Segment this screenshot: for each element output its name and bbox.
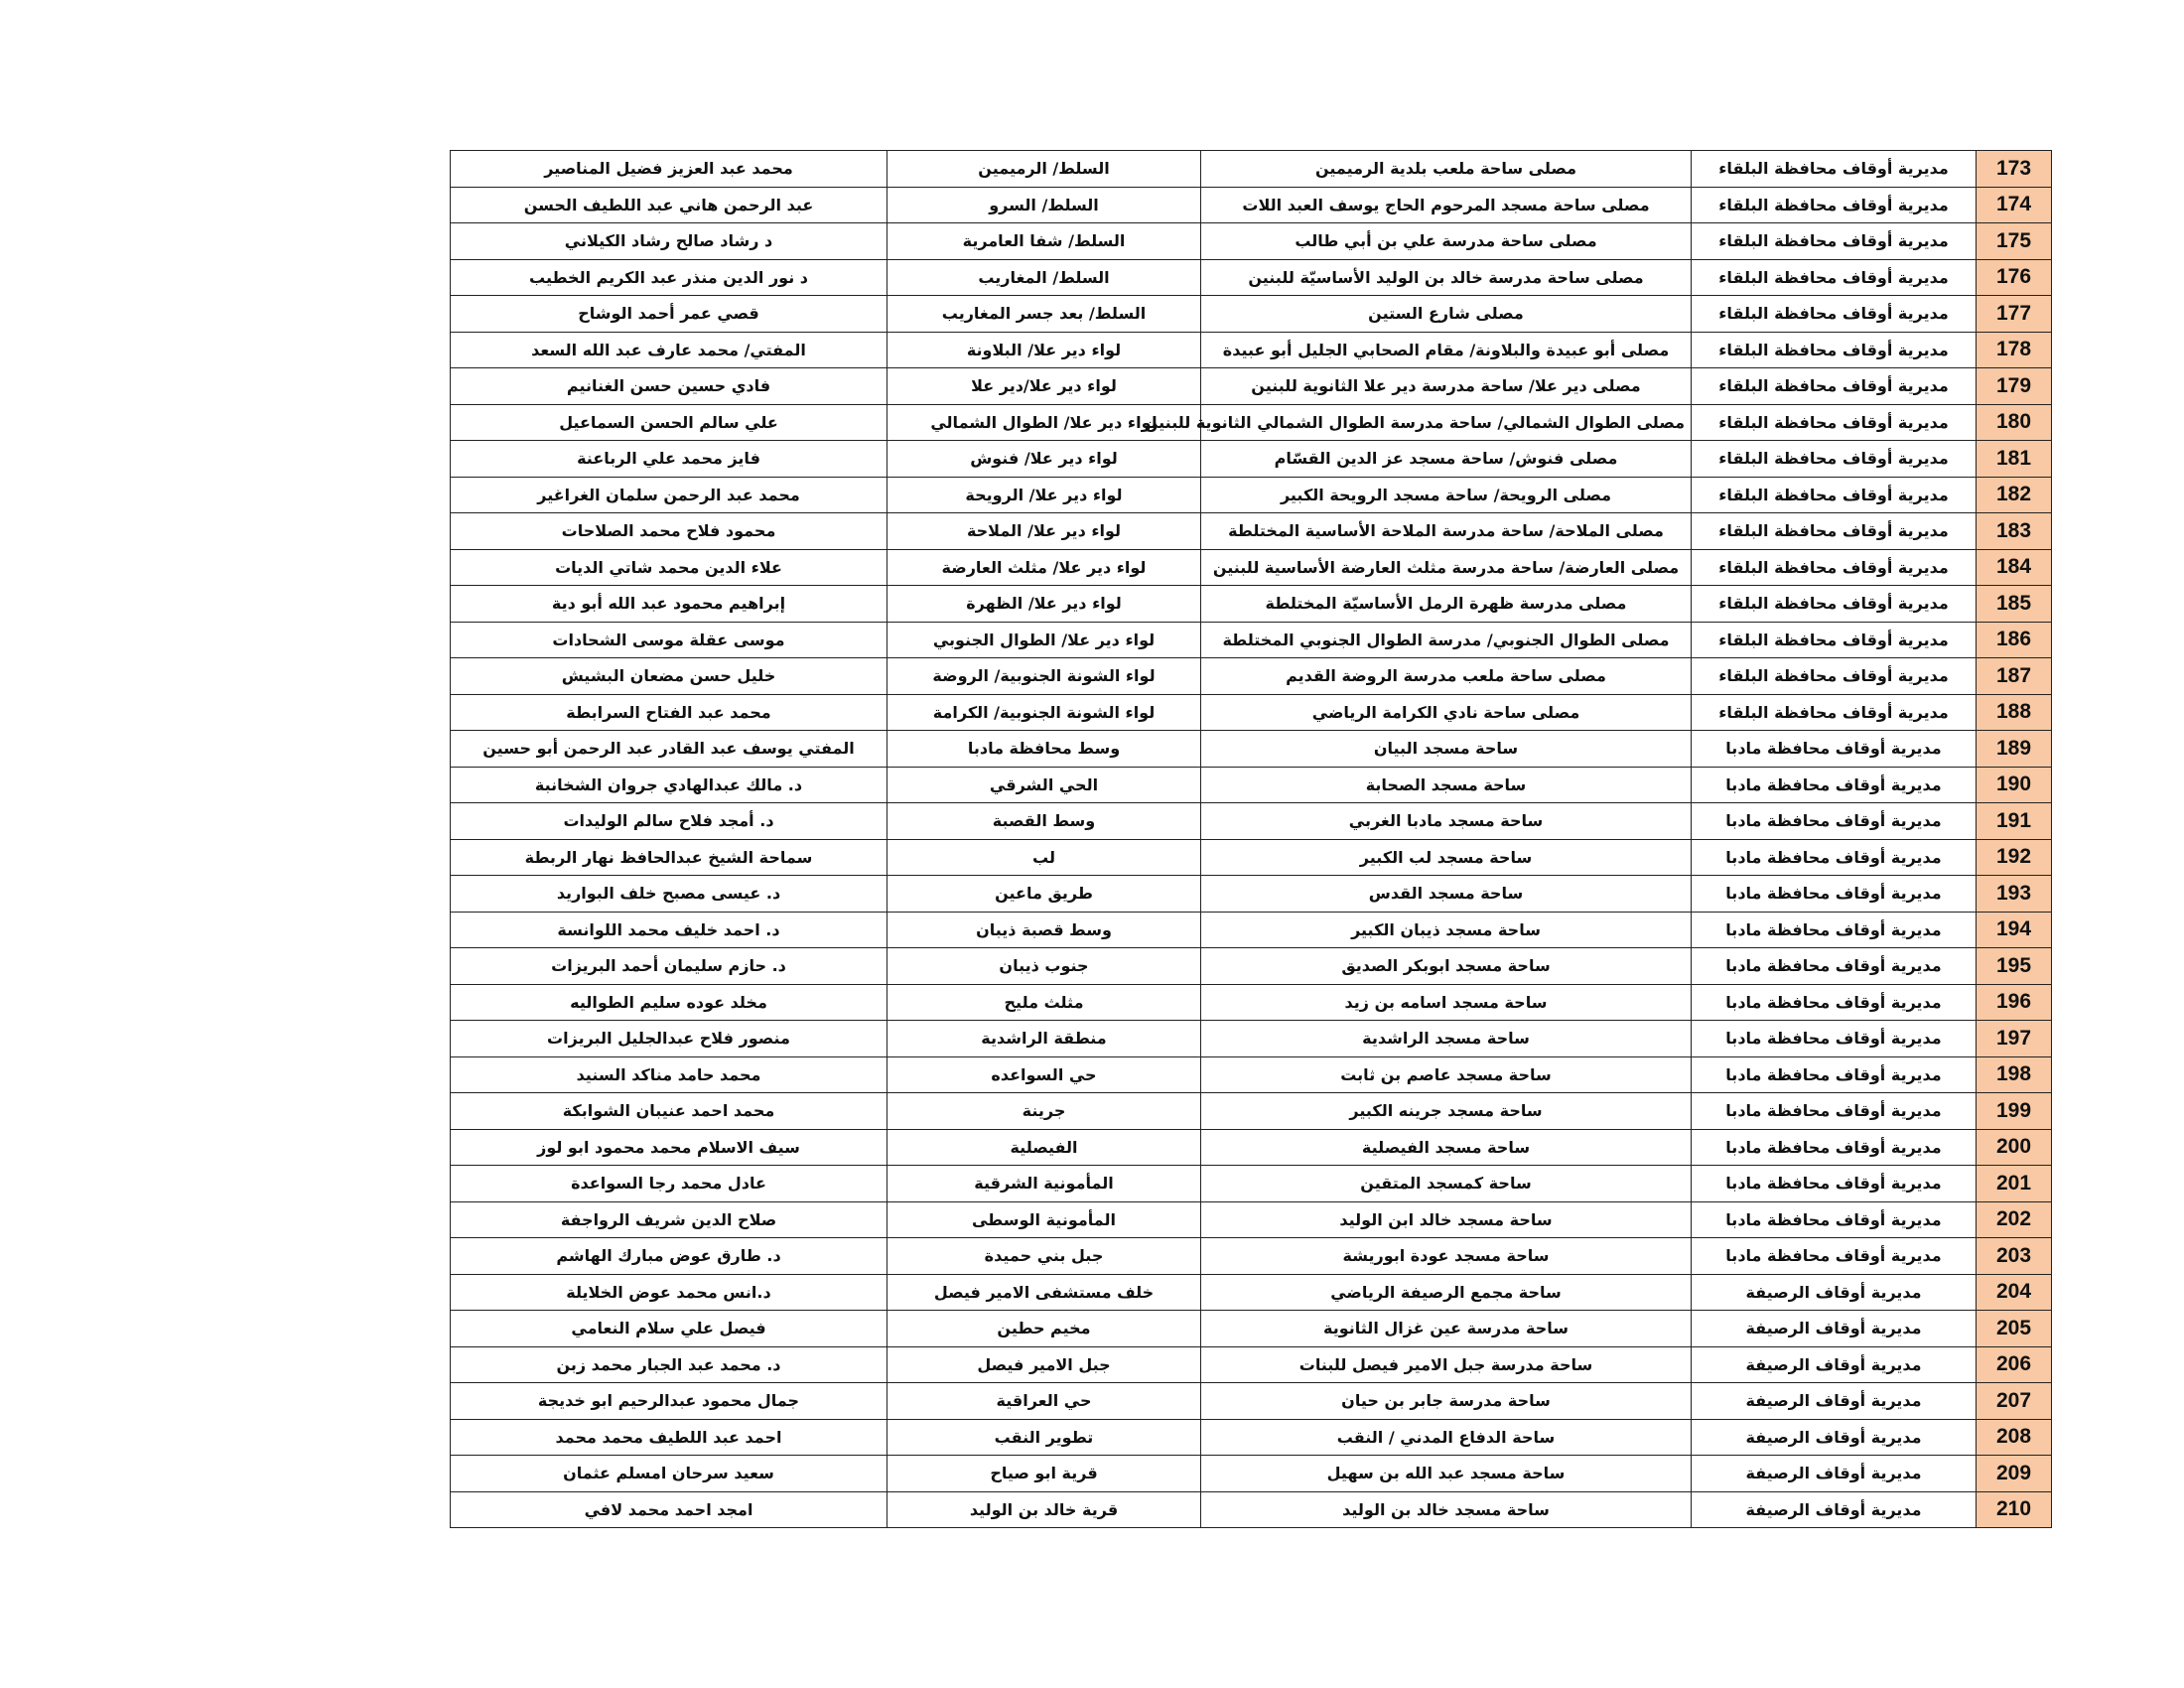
directorate-cell: مديرية أوقاف محافظة مادبا — [1692, 912, 1977, 948]
table-row — [451, 259, 2052, 296]
table-row — [451, 368, 2052, 405]
table-row — [451, 187, 2052, 223]
directorate-cell: مديرية أوقاف محافظة مادبا — [1692, 1056, 1977, 1093]
table-row — [451, 1201, 2052, 1238]
prayer-locations-table — [450, 150, 2052, 1528]
row-number-cell: 182 — [1977, 477, 2052, 513]
row-number-cell: 183 — [1977, 513, 2052, 550]
area-cell: السلط/ شفا العامرية — [887, 223, 1201, 260]
directorate-cell: مديرية أوقاف الرصيفة — [1692, 1311, 1977, 1347]
table-row — [451, 223, 2052, 260]
directorate-cell: مديرية أوقاف الرصيفة — [1692, 1419, 1977, 1456]
khatib-name-cell: امجد احمد محمد لافي — [451, 1491, 887, 1528]
directorate-cell: مديرية أوقاف محافظة البلقاء — [1692, 694, 1977, 731]
khatib-name-cell: د. حازم سليمان أحمد البريزات — [451, 948, 887, 985]
table-row — [451, 296, 2052, 333]
prayer-location-cell: ساحة مسجد الفيصلية — [1201, 1129, 1692, 1166]
table-row — [451, 1491, 2052, 1528]
directorate-cell: مديرية أوقاف محافظة البلقاء — [1692, 259, 1977, 296]
prayer-location-cell: ساحة مسجد البيان — [1201, 731, 1692, 768]
area-cell: جبل الامير فيصل — [887, 1346, 1201, 1383]
table-row — [451, 549, 2052, 586]
row-number-cell: 177 — [1977, 296, 2052, 333]
prayer-location-cell: مصلى ساحة مدرسة علي بن أبي طالب — [1201, 223, 1692, 260]
row-number-cell: 204 — [1977, 1274, 2052, 1311]
directorate-cell: مديرية أوقاف محافظة مادبا — [1692, 948, 1977, 985]
row-number-cell: 178 — [1977, 332, 2052, 368]
khatib-name-cell: فادي حسين حسن الغنانيم — [451, 368, 887, 405]
area-cell: قرية ابو صياح — [887, 1456, 1201, 1492]
row-number-cell: 179 — [1977, 368, 2052, 405]
area-cell: وسط القصبة — [887, 803, 1201, 840]
prayer-location-cell: مصلى ساحة مسجد المرحوم الحاج يوسف العبد اللات — [1201, 187, 1692, 223]
table-row — [451, 1093, 2052, 1130]
directorate-cell: مديرية أوقاف محافظة البلقاء — [1692, 368, 1977, 405]
directorate-cell: مديرية أوقاف محافظة مادبا — [1692, 731, 1977, 768]
prayer-location-cell: مصلى ساحة ملعب بلدية الرميمين — [1201, 151, 1692, 188]
directorate-cell: مديرية أوقاف الرصيفة — [1692, 1346, 1977, 1383]
khatib-name-cell: فايز محمد علي الرباعنة — [451, 441, 887, 478]
area-cell: الحي الشرقي — [887, 767, 1201, 803]
area-cell: السلط/ الرميمين — [887, 151, 1201, 188]
prayer-location-cell: ساحة مسجد عبد الله بن سهيل — [1201, 1456, 1692, 1492]
row-number-cell: 207 — [1977, 1383, 2052, 1420]
khatib-name-cell: صلاح الدين شريف الرواجفة — [451, 1201, 887, 1238]
directorate-cell: مديرية أوقاف محافظة البلقاء — [1692, 513, 1977, 550]
table-row — [451, 1166, 2052, 1202]
directorate-cell: مديرية أوقاف محافظة مادبا — [1692, 803, 1977, 840]
table-row — [451, 839, 2052, 876]
table-row — [451, 151, 2052, 188]
area-cell: لواء دير علا/ الرويحة — [887, 477, 1201, 513]
row-number-cell: 186 — [1977, 622, 2052, 658]
table-row — [451, 876, 2052, 913]
khatib-name-cell: د نور الدين منذر عبد الكريم الخطيب — [451, 259, 887, 296]
table-row — [451, 332, 2052, 368]
directorate-cell: مديرية أوقاف محافظة مادبا — [1692, 1129, 1977, 1166]
directorate-cell: مديرية أوقاف محافظة البلقاء — [1692, 151, 1977, 188]
khatib-name-cell: د. عيسى مصبح خلف البواريد — [451, 876, 887, 913]
khatib-name-cell: محمد عبد الفتاح السرابطة — [451, 694, 887, 731]
directorate-cell: مديرية أوقاف محافظة البلقاء — [1692, 441, 1977, 478]
khatib-name-cell: محمد عبد العزيز فضيل المناصير — [451, 151, 887, 188]
prayer-location-cell: مصلى ساحة نادي الكرامة الرياضي — [1201, 694, 1692, 731]
area-cell: جنوب ذيبان — [887, 948, 1201, 985]
khatib-name-cell: جمال محمود عبدالرحيم ابو خديجة — [451, 1383, 887, 1420]
khatib-name-cell: محمود فلاح محمد الصلاحات — [451, 513, 887, 550]
directorate-cell: مديرية أوقاف محافظة البلقاء — [1692, 296, 1977, 333]
row-number-cell: 206 — [1977, 1346, 2052, 1383]
khatib-name-cell: د. مالك عبدالهادي جروان الشخانبة — [451, 767, 887, 803]
prayer-location-cell: ساحة مسجد لب الكبير — [1201, 839, 1692, 876]
prayer-location-cell: مصلى ساحة مدرسة خالد بن الوليد الأساسيّة للبنين — [1201, 259, 1692, 296]
directorate-cell: مديرية أوقاف محافظة مادبا — [1692, 839, 1977, 876]
area-cell: السلط/ السرو — [887, 187, 1201, 223]
directorate-cell: مديرية أوقاف محافظة البلقاء — [1692, 622, 1977, 658]
khatib-name-cell: موسى عقلة موسى الشحادات — [451, 622, 887, 658]
directorate-cell: مديرية أوقاف محافظة البلقاء — [1692, 223, 1977, 260]
khatib-name-cell: محمد عبد الرحمن سلمان الغراغير — [451, 477, 887, 513]
khatib-name-cell: د. محمد عبد الجبار محمد زبن — [451, 1346, 887, 1383]
area-cell: مثلث مليح — [887, 984, 1201, 1021]
directorate-cell: مديرية أوقاف محافظة مادبا — [1692, 984, 1977, 1021]
directorate-cell: مديرية أوقاف محافظة مادبا — [1692, 1093, 1977, 1130]
prayer-location-cell: ساحة مسجد الصحابة — [1201, 767, 1692, 803]
row-number-cell: 188 — [1977, 694, 2052, 731]
table-row — [451, 767, 2052, 803]
table-row — [451, 1021, 2052, 1057]
khatib-name-cell: سماحة الشيخ عبدالحافظ نهار الربطة — [451, 839, 887, 876]
directorate-cell: مديرية أوقاف الرصيفة — [1692, 1383, 1977, 1420]
area-cell: خلف مستشفى الامير فيصل — [887, 1274, 1201, 1311]
directorate-cell: مديرية أوقاف محافظة مادبا — [1692, 1166, 1977, 1202]
area-cell: جبل بني حميدة — [887, 1238, 1201, 1275]
table-row — [451, 658, 2052, 695]
row-number-cell: 176 — [1977, 259, 2052, 296]
prayer-location-cell: مصلى الطوال الجنوبي/ مدرسة الطوال الجنوبي المختلطة — [1201, 622, 1692, 658]
prayer-location-cell: ساحة مسجد عاصم بن ثابت — [1201, 1056, 1692, 1093]
row-number-cell: 193 — [1977, 876, 2052, 913]
directorate-cell: مديرية أوقاف محافظة البلقاء — [1692, 477, 1977, 513]
area-cell: لب — [887, 839, 1201, 876]
khatib-name-cell: قصي عمر أحمد الوشاح — [451, 296, 887, 333]
row-number-cell: 196 — [1977, 984, 2052, 1021]
prayer-location-cell: مصلى مدرسة ظهرة الرمل الأساسيّة المختلطة — [1201, 586, 1692, 623]
area-cell: لواء الشونة الجنوبية/ الروضة — [887, 658, 1201, 695]
directorate-cell: مديرية أوقاف الرصيفة — [1692, 1274, 1977, 1311]
area-cell: حي العراقية — [887, 1383, 1201, 1420]
table-row — [451, 513, 2052, 550]
area-cell: الفيصلية — [887, 1129, 1201, 1166]
area-cell: لواء دير علا/ الظهرة — [887, 586, 1201, 623]
khatib-name-cell: إبراهيم محمود عبد الله أبو دية — [451, 586, 887, 623]
khatib-name-cell: المفتي/ محمد عارف عبد الله السعد — [451, 332, 887, 368]
row-number-cell: 190 — [1977, 767, 2052, 803]
directorate-cell: مديرية أوقاف محافظة البلقاء — [1692, 404, 1977, 441]
table-row — [451, 694, 2052, 731]
area-cell: لواء دير علا/ فنوش — [887, 441, 1201, 478]
khatib-name-cell: المفتي يوسف عبد القادر عبد الرحمن أبو حسين — [451, 731, 887, 768]
table-row — [451, 1346, 2052, 1383]
prayer-location-cell: مصلى ساحة ملعب مدرسة الروضة القديم — [1201, 658, 1692, 695]
prayer-location-cell: ساحة مسجد الراشدية — [1201, 1021, 1692, 1057]
row-number-cell: 200 — [1977, 1129, 2052, 1166]
table-row — [451, 622, 2052, 658]
table-row — [451, 1311, 2052, 1347]
area-cell: المأمونية الوسطى — [887, 1201, 1201, 1238]
row-number-cell: 189 — [1977, 731, 2052, 768]
khatib-name-cell: د. طارق عوض مبارك الهاشم — [451, 1238, 887, 1275]
table-row — [451, 1456, 2052, 1492]
area-cell: السلط/ بعد جسر المغاريب — [887, 296, 1201, 333]
prayer-location-cell: ساحة مدرسة عين غزال الثانوية — [1201, 1311, 1692, 1347]
directorate-cell: مديرية أوقاف محافظة مادبا — [1692, 1201, 1977, 1238]
directorate-cell: مديرية أوقاف الرصيفة — [1692, 1456, 1977, 1492]
area-cell: منطقة الراشدية — [887, 1021, 1201, 1057]
table-row — [451, 586, 2052, 623]
area-cell: مخيم حطين — [887, 1311, 1201, 1347]
khatib-name-cell: مخلد عوده سليم الطواليه — [451, 984, 887, 1021]
khatib-name-cell: د رشاد صالح رشاد الكيلاني — [451, 223, 887, 260]
directorate-cell: مديرية أوقاف محافظة مادبا — [1692, 1021, 1977, 1057]
row-number-cell: 199 — [1977, 1093, 2052, 1130]
prayer-location-cell: ساحة مجمع الرصيفة الرياضي — [1201, 1274, 1692, 1311]
directorate-cell: مديرية أوقاف محافظة البلقاء — [1692, 332, 1977, 368]
prayer-location-cell: ساحة مدرسة جابر بن حيان — [1201, 1383, 1692, 1420]
khatib-name-cell: د. أمجد فلاح سالم الوليدات — [451, 803, 887, 840]
area-cell: حي السواعده — [887, 1056, 1201, 1093]
prayer-location-cell: ساحة الدفاع المدني / النقب — [1201, 1419, 1692, 1456]
row-number-cell: 174 — [1977, 187, 2052, 223]
area-cell: لواء دير علا/ الملاحة — [887, 513, 1201, 550]
area-cell: وسط محافظة مادبا — [887, 731, 1201, 768]
row-number-cell: 195 — [1977, 948, 2052, 985]
table-body — [451, 151, 2052, 1528]
table-row — [451, 441, 2052, 478]
table-row — [451, 803, 2052, 840]
prayer-location-cell: ساحة مسجد مادبا الغربي — [1201, 803, 1692, 840]
khatib-name-cell: منصور فلاح عبدالجليل البريزات — [451, 1021, 887, 1057]
row-number-cell: 180 — [1977, 404, 2052, 441]
khatib-name-cell: د. احمد خليف محمد اللوانسة — [451, 912, 887, 948]
directorate-cell: مديرية أوقاف محافظة مادبا — [1692, 1238, 1977, 1275]
row-number-cell: 208 — [1977, 1419, 2052, 1456]
table-row — [451, 1129, 2052, 1166]
table-row — [451, 731, 2052, 768]
table-row — [451, 1056, 2052, 1093]
khatib-name-cell: سعيد سرحان امسلم عثمان — [451, 1456, 887, 1492]
page-sheet — [450, 150, 2051, 1528]
directorate-cell: مديرية أوقاف محافظة البلقاء — [1692, 658, 1977, 695]
prayer-location-cell: ساحة مسجد خالد ابن الوليد — [1201, 1201, 1692, 1238]
row-number-cell: 181 — [1977, 441, 2052, 478]
table-row — [451, 1383, 2052, 1420]
table-row — [451, 1274, 2052, 1311]
prayer-location-cell: مصلى الطوال الشمالي/ ساحة مدرسة الطوال الشمالي الثانوية للبنين — [1201, 404, 1692, 441]
prayer-location-cell: ساحة مسجد جرينه الكبير — [1201, 1093, 1692, 1130]
prayer-location-cell: ساحة مسجد ابوبكر الصديق — [1201, 948, 1692, 985]
khatib-name-cell: محمد حامد مناكد السنيد — [451, 1056, 887, 1093]
khatib-name-cell: علاء الدين محمد شاتي الديات — [451, 549, 887, 586]
table-row — [451, 984, 2052, 1021]
area-cell: لواء دير علا/دير علا — [887, 368, 1201, 405]
area-cell: المأمونية الشرقية — [887, 1166, 1201, 1202]
row-number-cell: 203 — [1977, 1238, 2052, 1275]
row-number-cell: 191 — [1977, 803, 2052, 840]
row-number-cell: 192 — [1977, 839, 2052, 876]
prayer-location-cell: ساحة مدرسة جبل الامير فيصل للبنات — [1201, 1346, 1692, 1383]
khatib-name-cell: علي سالم الحسن السماعيل — [451, 404, 887, 441]
row-number-cell: 205 — [1977, 1311, 2052, 1347]
row-number-cell: 175 — [1977, 223, 2052, 260]
directorate-cell: مديرية أوقاف محافظة البلقاء — [1692, 586, 1977, 623]
row-number-cell: 184 — [1977, 549, 2052, 586]
khatib-name-cell: د.انس محمد عوض الخلايلة — [451, 1274, 887, 1311]
row-number-cell: 210 — [1977, 1491, 2052, 1528]
area-cell: لواء الشونة الجنوبية/ الكرامة — [887, 694, 1201, 731]
table-row — [451, 948, 2052, 985]
khatib-name-cell: فيصل علي سلام النعامي — [451, 1311, 887, 1347]
row-number-cell: 202 — [1977, 1201, 2052, 1238]
prayer-location-cell: مصلى أبو عبيدة والبلاونة/ مقام الصحابي الجليل أبو عبيدة — [1201, 332, 1692, 368]
table-row — [451, 1238, 2052, 1275]
table-row — [451, 912, 2052, 948]
table-row — [451, 477, 2052, 513]
area-cell: لواء دير علا/ مثلث العارضة — [887, 549, 1201, 586]
area-cell: جرينة — [887, 1093, 1201, 1130]
row-number-cell: 187 — [1977, 658, 2052, 695]
row-number-cell: 194 — [1977, 912, 2052, 948]
area-cell: قرية خالد بن الوليد — [887, 1491, 1201, 1528]
area-cell: لواء دير علا/ الطوال الشمالي — [887, 404, 1201, 441]
khatib-name-cell: محمد احمد عنيبان الشوابكة — [451, 1093, 887, 1130]
prayer-location-cell: ساحة مسجد اسامه بن زيد — [1201, 984, 1692, 1021]
row-number-cell: 201 — [1977, 1166, 2052, 1202]
directorate-cell: مديرية أوقاف محافظة مادبا — [1692, 876, 1977, 913]
khatib-name-cell: عادل محمد رجا السواعدة — [451, 1166, 887, 1202]
area-cell: السلط/ المغاريب — [887, 259, 1201, 296]
row-number-cell: 197 — [1977, 1021, 2052, 1057]
area-cell: وسط قصبة ذيبان — [887, 912, 1201, 948]
area-cell: طريق ماعين — [887, 876, 1201, 913]
row-number-cell: 209 — [1977, 1456, 2052, 1492]
prayer-location-cell: ساحة مسجد القدس — [1201, 876, 1692, 913]
prayer-location-cell: مصلى دير علا/ ساحة مدرسة دير علا الثانوية للبنين — [1201, 368, 1692, 405]
row-number-cell: 173 — [1977, 151, 2052, 188]
khatib-name-cell: عبد الرحمن هاني عبد اللطيف الحسن — [451, 187, 887, 223]
row-number-cell: 198 — [1977, 1056, 2052, 1093]
khatib-name-cell: سيف الاسلام محمد محمود ابو لوز — [451, 1129, 887, 1166]
area-cell: لواء دير علا/ الطوال الجنوبي — [887, 622, 1201, 658]
prayer-location-cell: ساحة مسجد ذيبان الكبير — [1201, 912, 1692, 948]
khatib-name-cell: خليل حسن مضعان البشيش — [451, 658, 887, 695]
prayer-location-cell: مصلى فنوش/ ساحة مسجد عز الدين القسّام — [1201, 441, 1692, 478]
prayer-location-cell: مصلى الرويحة/ ساحة مسجد الرويحة الكبير — [1201, 477, 1692, 513]
table-row — [451, 1419, 2052, 1456]
directorate-cell: مديرية أوقاف محافظة البلقاء — [1692, 187, 1977, 223]
prayer-location-cell: ساحة مسجد عودة ابوريشة — [1201, 1238, 1692, 1275]
directorate-cell: مديرية أوقاف الرصيفة — [1692, 1491, 1977, 1528]
prayer-location-cell: مصلى الملاحة/ ساحة مدرسة الملاحة الأساسية المختلطة — [1201, 513, 1692, 550]
area-cell: لواء دير علا/ البلاونة — [887, 332, 1201, 368]
directorate-cell: مديرية أوقاف محافظة مادبا — [1692, 767, 1977, 803]
table-row — [451, 404, 2052, 441]
prayer-location-cell: مصلى شارع الستين — [1201, 296, 1692, 333]
khatib-name-cell: احمد عبد اللطيف محمد محمد — [451, 1419, 887, 1456]
prayer-location-cell: مصلى العارضة/ ساحة مدرسة مثلث العارضة الأساسية للبنين — [1201, 549, 1692, 586]
row-number-cell: 185 — [1977, 586, 2052, 623]
area-cell: تطوير النقب — [887, 1419, 1201, 1456]
directorate-cell: مديرية أوقاف محافظة البلقاء — [1692, 549, 1977, 586]
prayer-location-cell: ساحة كمسجد المتقين — [1201, 1166, 1692, 1202]
prayer-location-cell: ساحة مسجد خالد بن الوليد — [1201, 1491, 1692, 1528]
